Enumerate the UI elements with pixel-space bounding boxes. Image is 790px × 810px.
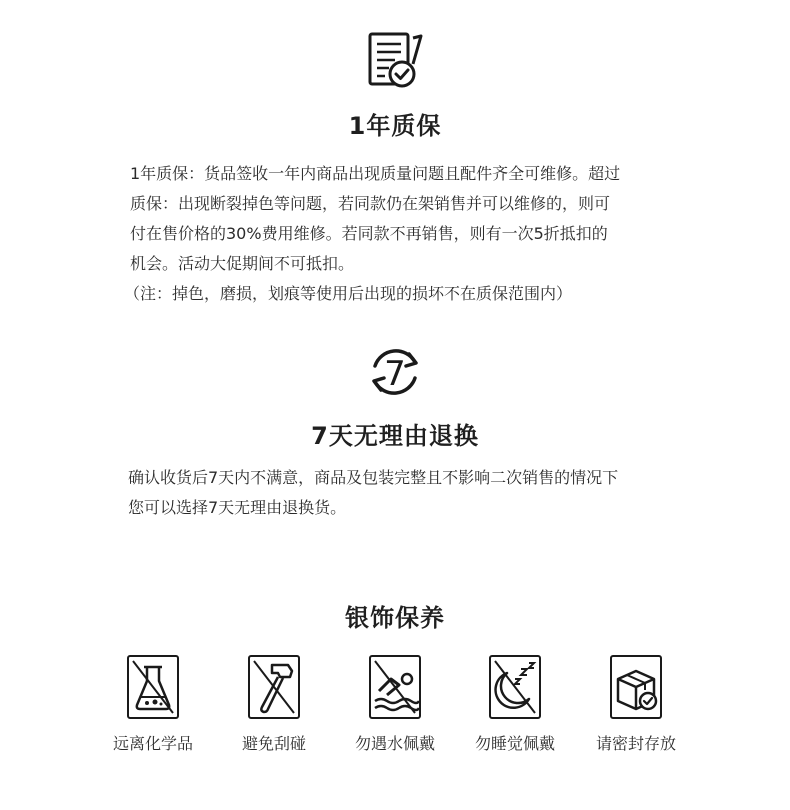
returns-description [128,463,618,523]
care-label: 避免刮碰 [241,734,306,753]
care-label: 勿睡觉佩戴 [474,734,555,753]
care-title: 银饰保养 [345,604,445,632]
warranty-line: 付在售价格的30%费用维修。若同款不再销售，则有一次5折抵扣的 [130,224,608,243]
return-icon-digit: 7 [384,354,406,394]
care-label: 远离化学品 [112,734,193,753]
warranty-description [124,159,621,309]
warranty-line: 机会。活动大促期间不可抵扣。 [130,254,355,273]
care-item [340,655,450,754]
chemical-flask-icon [127,655,179,719]
care-icons-row [0,655,790,765]
warranty-note: （注：掉色，磨损，划痕等使用后出现的损坏不在质保范围内） [124,284,573,303]
swimming-icon [369,655,421,719]
seven-day-return-icon [0,344,790,400]
care-item [460,655,570,754]
warranty-line: 质保：出现断裂掉色等问题，若同款仍在架销售并可以维修的，则可 [130,194,611,213]
care-item [98,655,208,754]
warranty-document-check-icon [0,30,790,92]
care-label: 请密封存放 [595,734,676,753]
care-label: 勿遇水佩戴 [354,734,435,753]
returns-line: 您可以选择7天无理由退换货。 [128,498,347,517]
warranty-title: 1年质保 [348,112,442,140]
care-item [219,655,329,754]
returns-title: 7天无理由退换 [311,422,479,450]
sealed-box-icon [610,655,662,719]
warranty-line: 1年质保：货品签收一年内商品出现质量问题且配件齐全可维修。超过 [130,164,621,183]
care-item [581,655,691,754]
hammer-icon [248,655,300,719]
sleeping-moon-icon [489,655,541,719]
returns-line: 确认收货后7天内不满意，商品及包装完整且不影响二次销售的情况下 [128,468,619,487]
